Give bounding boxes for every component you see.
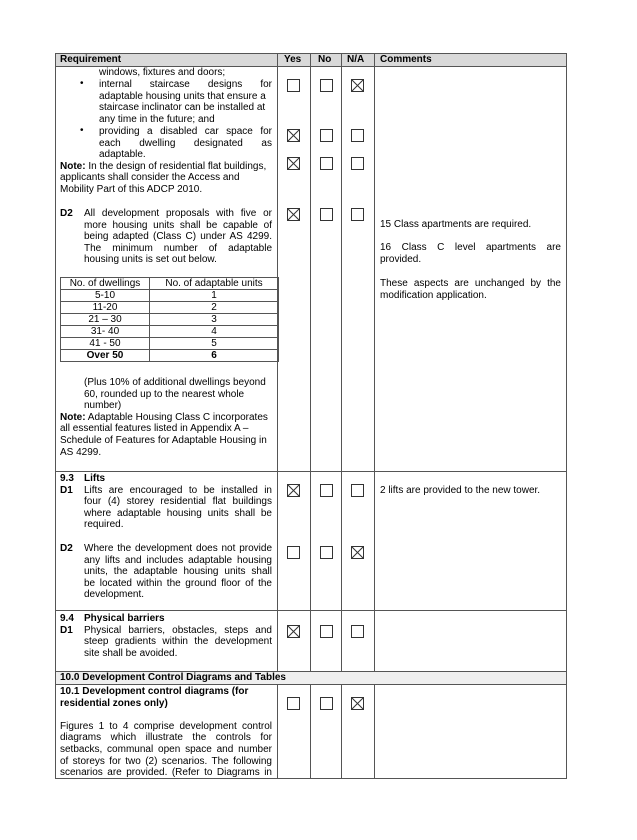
requirement-text: be located within the ground floor of the: [84, 577, 272, 589]
rule: [55, 610, 567, 611]
checkbox-na[interactable]: [351, 129, 364, 142]
note-text: Adaptable Housing Class C incorporates: [85, 411, 268, 423]
checkbox-na[interactable]: [351, 697, 364, 710]
body-text: Figures 1 to 4 comprise development control: [60, 720, 272, 732]
cross-mark-icon: [352, 698, 363, 709]
note-line: [60, 161, 266, 173]
checkbox-no[interactable]: [320, 546, 333, 559]
requirement-text: four (4) storey residential flat buildings: [84, 496, 272, 508]
table-cell: 4: [150, 326, 279, 338]
requirement-text: Where the development does not provide: [84, 543, 272, 554]
requirement-text: housing units is set out below.: [84, 254, 217, 266]
table-cell: 41 - 50: [61, 338, 150, 350]
bullet-icon: •: [80, 125, 84, 136]
subsection-title: residential zones only): [60, 697, 168, 709]
note-text: applicants shall consider the Access and: [60, 172, 240, 184]
checkbox-yes[interactable]: [287, 484, 300, 497]
note-text: Schedule of Features for Adaptable Housing in: [60, 435, 267, 446]
requirement-text: windows, fixtures and doors;: [99, 67, 226, 78]
adaptable-units-table: [60, 277, 279, 362]
rule: [341, 53, 342, 672]
rule: [277, 53, 278, 672]
table-header-cell: No. of adaptable units: [150, 278, 279, 290]
requirement-text: providing a disabled car space for: [99, 126, 272, 137]
body-text: scenarios are provided. (Refer to Diagrams in: [60, 767, 272, 779]
rule: [341, 684, 342, 779]
table-header-background: [55, 53, 567, 66]
requirement-text: (Plus 10% of additional dwellings beyond: [84, 377, 266, 388]
requirement-text: The minimum number of adaptable: [84, 242, 272, 254]
cross-mark-icon: [288, 626, 299, 637]
table-cell: 11-20: [61, 302, 150, 314]
header-requirement: Requirement: [60, 54, 122, 65]
checkbox-yes[interactable]: [287, 129, 300, 142]
checkbox-yes[interactable]: [287, 697, 300, 710]
header-na: N/A: [347, 54, 365, 65]
note-line: [60, 412, 268, 424]
requirement-text: required.: [84, 519, 124, 531]
checkbox-na[interactable]: [351, 208, 364, 221]
body-text: setbacks, communal open space and number: [60, 744, 272, 755]
cross-mark-icon: [288, 158, 299, 169]
table-cell: 21 – 30: [61, 314, 150, 326]
requirement-text: adaptable housing units that ensure a: [99, 90, 266, 102]
requirement-text: staircase inclinator can be installed at: [99, 102, 266, 114]
rule: [55, 53, 567, 54]
checkbox-yes[interactable]: [287, 79, 300, 92]
table-cell: Over 50: [61, 350, 150, 362]
requirement-text: development.: [84, 589, 145, 601]
requirement-text: site shall be avoided.: [84, 647, 178, 659]
table-row: [61, 314, 279, 326]
checkbox-no[interactable]: [320, 208, 333, 221]
comment-text: These aspects are unchanged by the modification application.: [380, 278, 561, 301]
comment-text: 15 Class apartments are required.: [380, 219, 532, 230]
table-row: [61, 338, 279, 350]
requirement-text: adaptable.: [99, 149, 146, 161]
note-label: Note:: [60, 411, 86, 423]
table-cell: 6: [150, 350, 279, 362]
subsection-title: 10.1 Development control diagrams (for: [60, 686, 249, 697]
comment-text: 2 lifts are provided to the new tower.: [380, 484, 541, 496]
checkbox-no[interactable]: [320, 697, 333, 710]
requirement-text: number): [84, 400, 122, 412]
table-cell: 3: [150, 314, 279, 326]
table-row: [61, 326, 279, 338]
table-cell: 1: [150, 290, 279, 302]
header-yes: Yes: [284, 54, 302, 65]
requirement-text: internal staircase designs for: [99, 79, 272, 90]
cross-mark-icon: [288, 130, 299, 141]
requirement-text: more housing units shall be capable of: [84, 219, 272, 231]
checkbox-yes[interactable]: [287, 208, 300, 221]
requirement-text: 60, rounded up to the nearest whole: [84, 388, 245, 400]
section-number: 9.3: [60, 473, 74, 484]
note-text: AS 4299.: [60, 446, 102, 458]
table-row: [61, 350, 279, 362]
requirement-text: where adaptable housing units shall be: [84, 507, 272, 519]
table-cell: 31- 40: [61, 326, 150, 338]
section-number: 9.4: [60, 613, 74, 624]
control-code: D1: [60, 484, 73, 496]
note-label: Note:: [60, 160, 86, 172]
checkbox-na[interactable]: [351, 157, 364, 170]
comment-text: 16 Class C level apartments are provided.: [380, 242, 561, 265]
requirement-text: Lifts are encouraged to be installed in: [84, 484, 272, 496]
checkbox-na[interactable]: [351, 79, 364, 92]
table-row: [61, 290, 279, 302]
table-row: [61, 302, 279, 314]
rule: [374, 53, 375, 672]
table-cell: 5: [150, 338, 279, 350]
cross-mark-icon: [288, 209, 299, 220]
rule: [374, 684, 375, 779]
checkbox-na[interactable]: [351, 484, 364, 497]
requirement-text: steep gradients within the development: [84, 636, 272, 648]
section-title: 10.0 Development Control Diagrams and Tables: [60, 672, 286, 683]
requirement-text: Physical barriers, obstacles, steps and: [84, 624, 272, 636]
rule: [566, 53, 567, 779]
requirement-text: units, the adaptable housing units shall: [84, 566, 272, 578]
section-title: Lifts: [84, 473, 106, 484]
rule: [55, 471, 567, 472]
rule: [55, 53, 56, 779]
rule: [277, 684, 278, 779]
header-no: No: [318, 54, 332, 65]
note-text: all essential features listed in Appendix A –: [60, 423, 249, 435]
cross-mark-icon: [352, 80, 363, 91]
checkbox-yes[interactable]: [287, 625, 300, 638]
checkbox-na[interactable]: [351, 625, 364, 638]
checkbox-no[interactable]: [320, 129, 333, 142]
control-code: D1: [60, 624, 73, 636]
rule: [310, 684, 311, 779]
control-code: D2: [60, 208, 73, 219]
checkbox-no[interactable]: [320, 484, 333, 497]
body-text: of storeys for two (2) scenarios. The following: [60, 755, 272, 767]
requirement-text: being adapted (Class C) under AS 4299.: [84, 231, 272, 243]
checkbox-no[interactable]: [320, 625, 333, 638]
rule: [55, 684, 567, 685]
checkbox-no[interactable]: [320, 79, 333, 92]
note-text: In the design of residential flat buildings,: [85, 160, 267, 172]
bullet-icon: •: [80, 78, 84, 89]
section-title: Physical barriers: [84, 613, 165, 624]
table-header-cell: No. of dwellings: [61, 278, 150, 290]
table-cell: 2: [150, 302, 279, 314]
header-comments: Comments: [380, 54, 432, 65]
note-text: Mobility Part of this ADCP 2010.: [60, 184, 203, 195]
checkbox-no[interactable]: [320, 157, 333, 170]
table-header-row: [61, 278, 279, 290]
table-cell: 5-10: [61, 290, 150, 302]
requirement-text: any lifts and includes adaptable housing: [84, 554, 272, 566]
requirement-text: any time in the future; and: [99, 113, 215, 125]
rule: [310, 53, 311, 672]
checkbox-yes[interactable]: [287, 546, 300, 559]
checkbox-yes[interactable]: [287, 157, 300, 170]
body-text: diagrams which illustrate the controls for: [60, 732, 272, 744]
cross-mark-icon: [352, 547, 363, 558]
cross-mark-icon: [288, 485, 299, 496]
requirement-text: All development proposals with five or: [84, 208, 272, 219]
checkbox-na[interactable]: [351, 546, 364, 559]
control-code: D2: [60, 543, 73, 554]
requirement-text: each dwelling designated as: [99, 137, 272, 149]
